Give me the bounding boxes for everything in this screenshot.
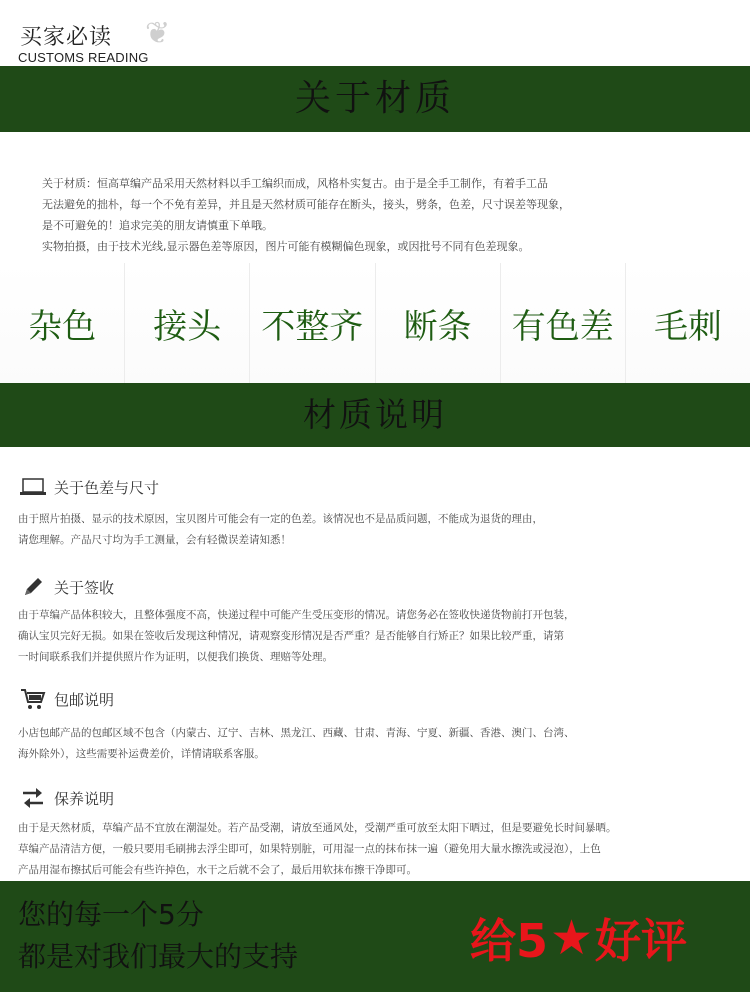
feature-tile: 杂色 [0,263,125,383]
feature-tile: 不整齐 [250,263,375,383]
section-title-text: 关于签收 [54,578,115,597]
feature-tile: 有色差 [501,263,626,383]
header-title-en: CUSTOMS READING [18,50,149,65]
explain-banner: 材质说明 [0,383,750,447]
section-title-text: 包邮说明 [54,690,115,709]
cta-right-text: 好评 [595,914,688,968]
section-line: 一时间联系我们并提供照片作为证明，以便我们换货、理赔等处理。 [18,651,333,663]
section-line: 请您理解。产品尺寸均为手工测量，会有轻微误差请知悉！ [18,534,291,546]
material-banner: 关于材质 [0,66,750,132]
five-star-review-cta [470,905,687,971]
section-line: 草编产品清洁方便，一般只要用毛刷拂去浮尘即可，如果特别脏，可用湿一点的抹布抹一遍（避免用大量水擦洗或浸泡），上色 [18,843,601,855]
page-header [0,0,750,66]
footer-line-2: 都是对我们最大的支持 [18,940,299,973]
intro-line: 关于材质：恒高草编产品采用天然材料以手工编织而成，风格朴实复古。由于是全手工制作，有着手工品 [42,177,548,190]
intro-line: 无法避免的拙朴，每一个不免有差异，并且是天然材质可能存在断头，接头，劈条，色差，尺寸误差等现象， [42,198,570,211]
feature-tile: 接头 [125,263,250,383]
section-title [18,473,730,501]
section-title [18,685,730,713]
section-shipping [18,685,730,765]
intro-line: 是不可避免的！追求完美的朋友请慎重下单哦。 [42,219,273,232]
decorative-swirl-icon: ❦ [145,16,171,51]
section-body [18,818,730,881]
section-body [18,723,730,765]
section-body [18,509,730,551]
laptop-icon [18,475,48,499]
section-receipt [18,573,730,668]
pen-icon [18,575,48,599]
section-line: 由于草编产品体积较大，且整体强度不高，快递过程中可能产生受压变形的情况。请您务必在签收快递货物前打开包装， [18,609,575,621]
star-icon: ★ [550,910,594,966]
section-line: 确认宝贝完好无损。如果在签收后发现这种情况，请观察变形情况是否严重？是否能够自行矫正？如果比较严重，请第 [18,630,564,642]
cta-left-text: 给5 [470,914,549,968]
section-color-size [18,473,730,551]
header-title-cn: 买家必读 [20,25,113,50]
section-title-text: 关于色差与尺寸 [54,478,160,497]
section-line: 由于照片拍摄、显示的技术原因，宝贝图片可能会有一定的色差。该情况也不是品质问题，不能成为退货的理由， [18,513,543,525]
section-line: 由于是天然材质，草编产品不宜放在潮湿处。若产品受潮，请放至通风处，受潮严重可放至太阳下晒过，但是要避免长时间暴晒。 [18,822,617,834]
section-title [18,784,730,812]
feature-tiles [0,263,750,383]
cart-icon [18,687,48,711]
footer-banner [0,881,750,992]
swap-arrows-icon [18,786,48,810]
section-care [18,784,730,881]
section-line: 海外除外），这些需要补运费差价，详情请联系客服。 [18,748,265,760]
feature-tile: 毛刺 [626,263,750,383]
material-intro [42,173,722,257]
section-title-text: 保养说明 [54,789,115,808]
section-line: 产品用湿布擦拭后可能会有些许掉色，水干之后就不会了，最后用软抹布擦干净即可。 [18,864,417,876]
section-title [18,573,730,601]
footer-line-1: 您的每一个5分 [18,898,204,931]
section-line: 小店包邮产品的包邮区域不包含（内蒙古、辽宁、吉林、黑龙江、西藏、甘肃、青海、宁夏、新疆、香港、澳门、台湾、 [18,727,575,739]
intro-line: 实物拍摄，由于技术光线,显示器色差等原因，图片可能有模糊偏色现象，或因批号不同有色差现象。 [42,240,530,253]
feature-tile: 断条 [376,263,501,383]
section-body [18,605,730,668]
